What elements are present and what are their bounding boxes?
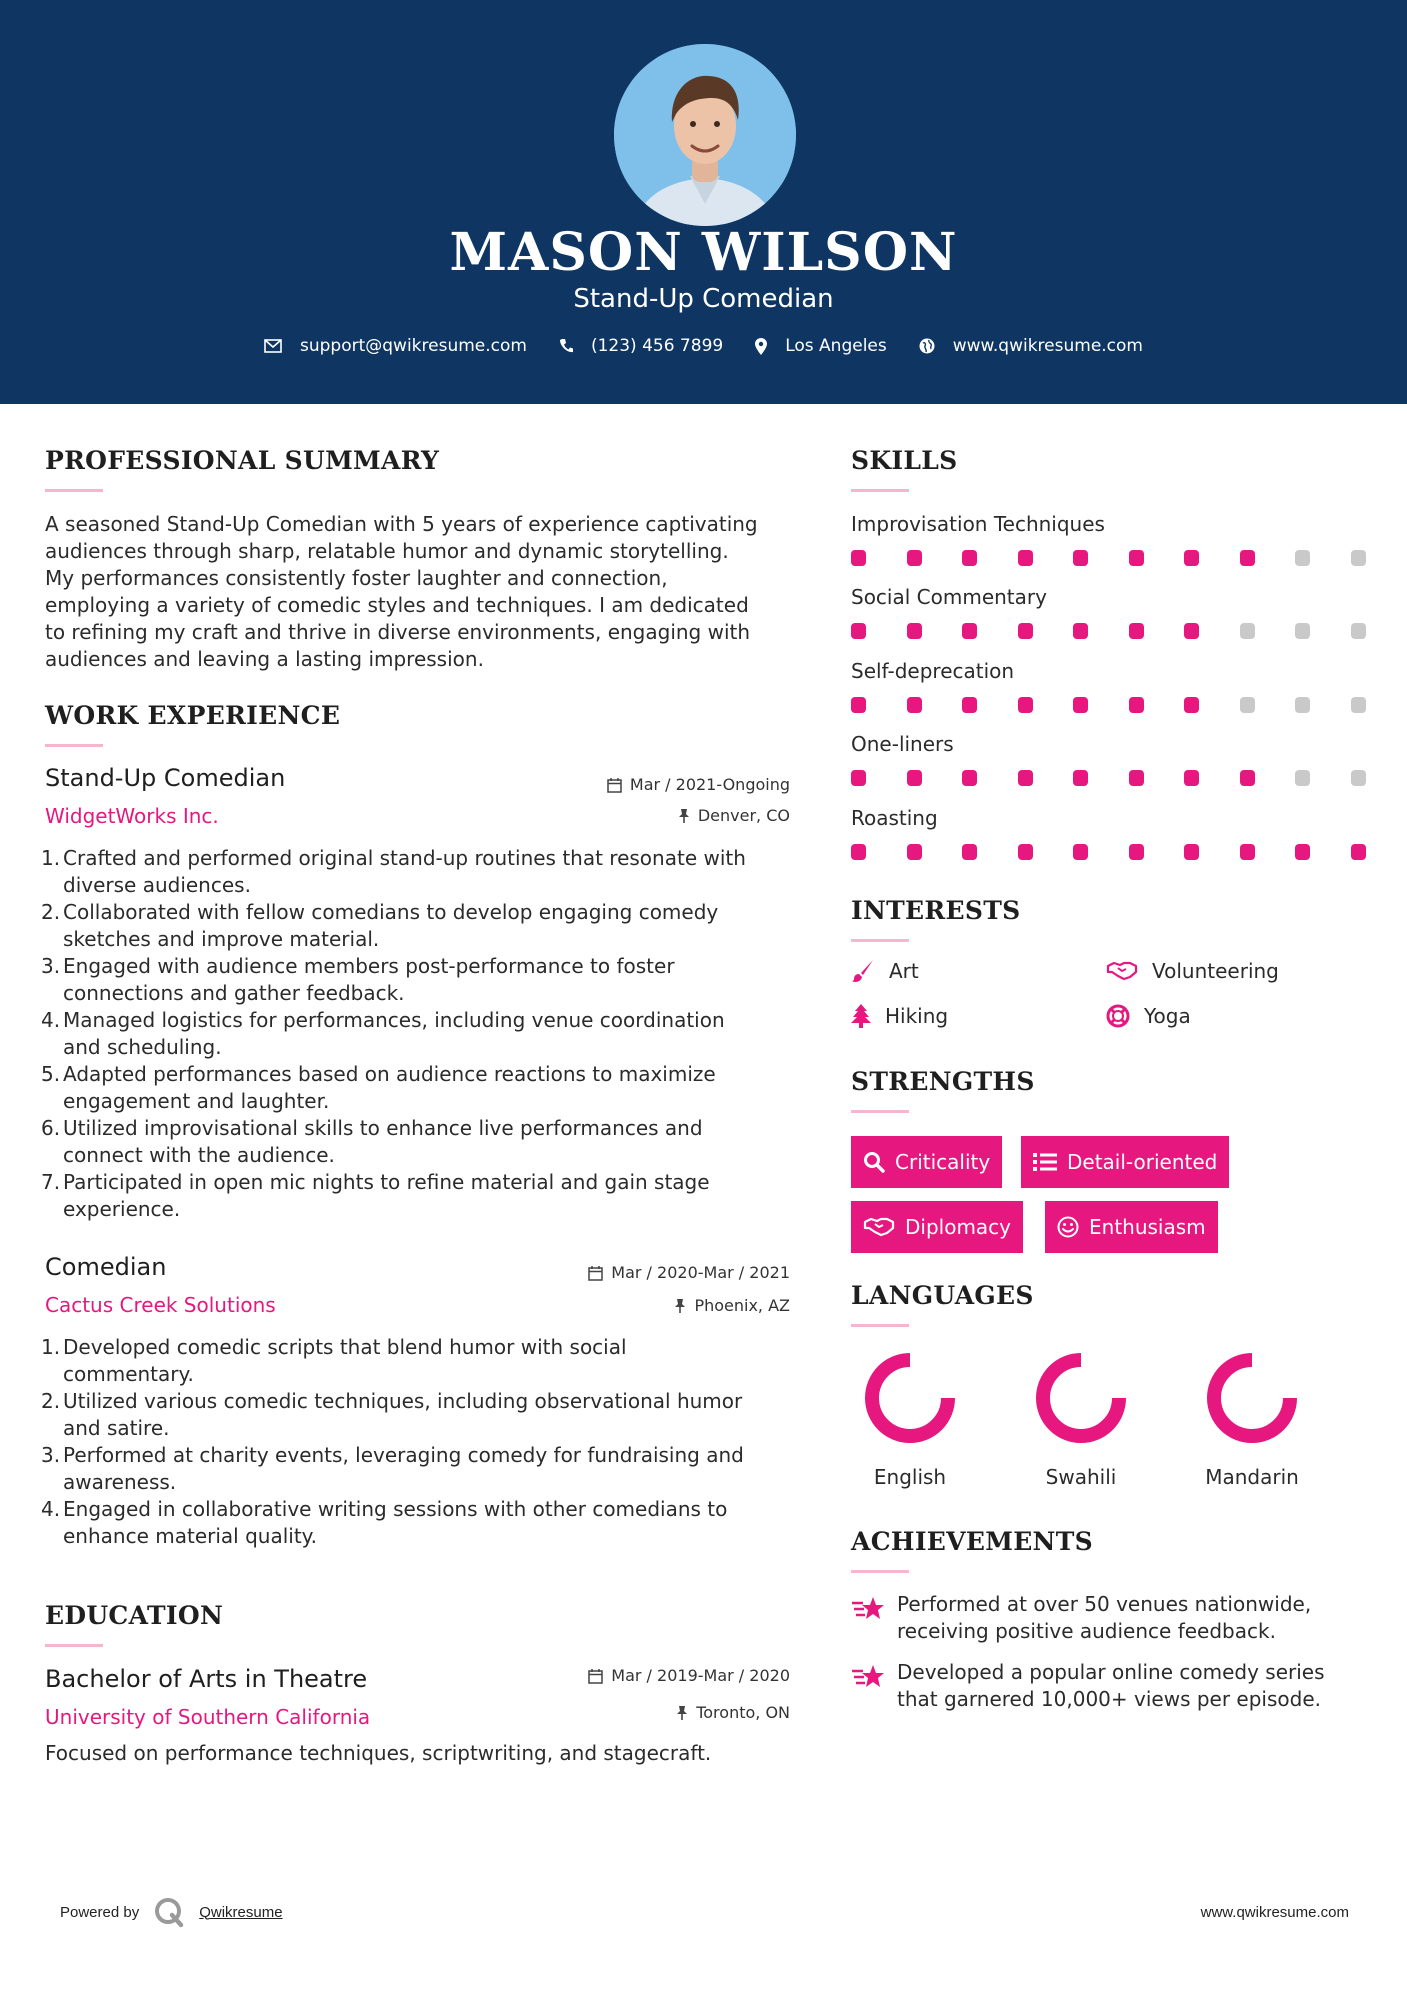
- interests-heading: INTERESTS: [851, 896, 1021, 925]
- lifering-icon: [1106, 1004, 1130, 1028]
- summary-rule: [45, 489, 103, 492]
- job-duties-list: [41, 845, 800, 1223]
- list-item: 1. Crafted and performed original stand-up routines that resonate with diverse audiences.: [41, 846, 746, 897]
- skill-dot-filled: [1295, 844, 1310, 860]
- skill-dot-empty: [1351, 770, 1366, 786]
- handshake-icon: [1106, 960, 1138, 982]
- degree-title: Bachelor of Arts in Theatre: [45, 1665, 368, 1693]
- skill-dot-filled: [1184, 623, 1199, 639]
- job-title: Comedian: [45, 1253, 167, 1281]
- achievements-heading: ACHIEVEMENTS: [851, 1527, 1093, 1556]
- skill-dot-filled: [1351, 844, 1366, 860]
- strength-label: Diplomacy: [905, 1215, 1012, 1239]
- pushpin-icon: [674, 1298, 686, 1314]
- strength-tag-detail-oriented: [1021, 1136, 1229, 1188]
- handshake-icon: [863, 1216, 895, 1238]
- footer-powered-by: [60, 1896, 283, 1928]
- achievements-rule: [851, 1570, 909, 1573]
- contact-website[interactable]: [919, 336, 1143, 356]
- skill-dot-filled: [1184, 770, 1199, 786]
- list-item: 5. Adapted performances based on audience reactions to maximize engagement and laughter.: [41, 1062, 716, 1113]
- education-description: Focused on performance techniques, scriptwriting, and stagecraft.: [45, 1741, 712, 1765]
- achievement-text: Performed at over 50 venues nationwide, receiving positive audience feedback.: [897, 1592, 1312, 1643]
- interest-item-yoga: [1106, 1004, 1191, 1028]
- job-location: [470, 806, 790, 825]
- interest-item-volunteering: [1106, 959, 1279, 983]
- skill-dot-empty: [1351, 550, 1366, 566]
- strengths-heading: STRENGTHS: [851, 1067, 1035, 1096]
- skill-dot-empty: [1295, 770, 1310, 786]
- shooting-star-icon: [851, 1663, 885, 1689]
- calendar-icon: [588, 1668, 603, 1684]
- education-heading: EDUCATION: [45, 1601, 224, 1630]
- interest-item-hiking: [851, 1004, 948, 1028]
- skill-dot-empty: [1351, 623, 1366, 639]
- footer-website[interactable]: www.qwikresume.com: [1200, 1904, 1349, 1921]
- skill-dot-filled: [907, 697, 922, 713]
- skill-dot-filled: [1184, 844, 1199, 860]
- candidate-role: Stand-Up Comedian: [573, 284, 834, 314]
- skill-rating: [851, 844, 1371, 860]
- skill-dot-filled: [1129, 623, 1144, 639]
- skill-dot-filled: [907, 550, 922, 566]
- skill-name: Self-deprecation: [851, 659, 1015, 683]
- skill-dot-filled: [907, 844, 922, 860]
- skill-dot-filled: [851, 623, 866, 639]
- list-item: 1. Developed comedic scripts that blend humor with social commentary.: [41, 1335, 627, 1386]
- pushpin-icon: [678, 808, 690, 824]
- brand-link[interactable]: Qwikresume: [199, 1903, 283, 1921]
- phone-text: (123) 456 7899: [590, 336, 724, 356]
- experience-rule: [45, 744, 103, 747]
- summary-heading: PROFESSIONAL SUMMARY: [45, 446, 440, 475]
- skill-rating: [851, 770, 1371, 786]
- language-proficiency-arc: [1214, 1360, 1290, 1436]
- interest-label: Hiking: [885, 1004, 949, 1028]
- skill-dot-filled: [1073, 550, 1088, 566]
- experience-heading: WORK EXPERIENCE: [45, 701, 341, 730]
- skill-dot-filled: [1018, 623, 1033, 639]
- skill-dot-empty: [1295, 623, 1310, 639]
- strength-label: Detail-oriented: [1067, 1150, 1218, 1174]
- skill-dot-filled: [1184, 697, 1199, 713]
- strength-tag-diplomacy: [851, 1201, 1023, 1253]
- skill-dot-filled: [1018, 770, 1033, 786]
- calendar-icon: [607, 777, 622, 793]
- contact-phone[interactable]: [559, 336, 723, 356]
- interest-label: Volunteering: [1152, 959, 1279, 983]
- skill-dot-filled: [1240, 550, 1255, 566]
- search-icon: [863, 1151, 885, 1173]
- skill-rating: [851, 550, 1371, 566]
- skill-rating: [851, 623, 1371, 639]
- envelope-icon: [264, 339, 282, 353]
- skill-dot-filled: [1073, 623, 1088, 639]
- candidate-name: MASON WILSON: [449, 222, 958, 283]
- strength-tag-enthusiasm: [1045, 1201, 1218, 1253]
- language-label: English: [873, 1465, 947, 1489]
- skill-dot-filled: [851, 697, 866, 713]
- summary-line: audiences and leaving a lasting impression.: [45, 647, 484, 671]
- skill-dot-filled: [1073, 697, 1088, 713]
- skills-heading: SKILLS: [851, 446, 958, 475]
- shooting-star-icon: [851, 1595, 885, 1621]
- globe-icon: [919, 338, 935, 354]
- skill-dot-filled: [1240, 770, 1255, 786]
- job-dates-text: Mar / 2020-Mar / 2021: [611, 1263, 790, 1282]
- contact-email[interactable]: [264, 336, 527, 356]
- job-dates: [470, 1263, 790, 1282]
- resume-header: [0, 0, 1407, 404]
- job-location-text: Denver, CO: [697, 806, 790, 825]
- smile-icon: [1057, 1216, 1079, 1238]
- skill-dot-filled: [962, 550, 977, 566]
- contact-bar: [0, 336, 1407, 356]
- job-duties-list: [41, 1334, 800, 1550]
- summary-line: A seasoned Stand-Up Comedian with 5 years of experience captivating: [45, 512, 758, 536]
- list-item: 3. Engaged with audience members post-performance to foster connections and gather feedback.: [41, 954, 675, 1005]
- strengths-rule: [851, 1110, 909, 1113]
- skill-name: Social Commentary: [851, 585, 1047, 609]
- website-text: www.qwikresume.com: [952, 336, 1143, 356]
- skill-dot-filled: [1240, 844, 1255, 860]
- summary-line: to refining my craft and thrive in diverse environments, engaging with: [45, 620, 751, 644]
- contact-location: [755, 336, 887, 356]
- skill-dot-empty: [1240, 623, 1255, 639]
- skill-dot-filled: [962, 844, 977, 860]
- interests-rule: [851, 939, 909, 942]
- skill-dot-empty: [1295, 697, 1310, 713]
- map-pin-icon: [755, 338, 767, 355]
- calendar-icon: [588, 1265, 603, 1281]
- skill-dot-filled: [907, 623, 922, 639]
- education-dates: [470, 1666, 790, 1685]
- language-proficiency-arc: [872, 1360, 948, 1436]
- profile-photo: [614, 44, 796, 226]
- list-item: 6. Utilized improvisational skills to enhance live performances and connect with the audience.: [41, 1116, 703, 1167]
- pushpin-icon: [676, 1705, 688, 1721]
- paintbrush-icon: [851, 959, 875, 983]
- language-proficiency-arc: [1043, 1360, 1119, 1436]
- achievement-item: [851, 1659, 1351, 1713]
- interest-item-art: [851, 959, 919, 983]
- skill-dot-empty: [1295, 550, 1310, 566]
- language-ring-swahili: [1021, 1348, 1141, 1448]
- language-label: Mandarin: [1205, 1465, 1299, 1489]
- summary-line: employing a variety of comedic styles and techniques. I am dedicated: [45, 593, 749, 617]
- languages-heading: LANGUAGES: [851, 1281, 1034, 1310]
- job-location-text: Phoenix, AZ: [694, 1296, 790, 1315]
- job-company: WidgetWorks Inc.: [45, 804, 219, 828]
- summary-text: [45, 511, 800, 673]
- skill-dot-filled: [1073, 844, 1088, 860]
- skills-rule: [851, 489, 909, 492]
- skill-dot-filled: [851, 550, 866, 566]
- skill-dot-filled: [1073, 770, 1088, 786]
- language-label: Swahili: [1045, 1465, 1117, 1489]
- skill-dot-filled: [962, 770, 977, 786]
- list-item: 3. Performed at charity events, leveraging comedy for fundraising and awareness.: [41, 1443, 744, 1494]
- skill-dot-filled: [1018, 844, 1033, 860]
- list-item: 4. Managed logistics for performances, including venue coordination and scheduling.: [41, 1008, 725, 1059]
- skill-dot-filled: [1129, 550, 1144, 566]
- location-text: Los Angeles: [785, 336, 887, 356]
- skill-dot-empty: [1351, 697, 1366, 713]
- phone-icon: [559, 338, 573, 354]
- strength-label: Enthusiasm: [1089, 1215, 1206, 1239]
- skill-dot-filled: [907, 770, 922, 786]
- qwikresume-logo-icon: [153, 1896, 185, 1928]
- education-location-text: Toronto, ON: [696, 1703, 790, 1722]
- school-name: University of Southern California: [45, 1705, 371, 1729]
- education-rule: [45, 1644, 103, 1647]
- skill-dot-filled: [1129, 844, 1144, 860]
- list-icon: [1033, 1152, 1057, 1172]
- summary-line: My performances consistently foster laughter and connection,: [45, 566, 668, 590]
- powered-by-text: Powered by: [60, 1903, 140, 1921]
- education-location: [470, 1703, 790, 1722]
- languages-rule: [851, 1324, 909, 1327]
- email-text: support@qwikresume.com: [300, 336, 527, 356]
- skill-dot-filled: [1129, 770, 1144, 786]
- education-dates-text: Mar / 2019-Mar / 2020: [611, 1666, 790, 1685]
- skill-dot-filled: [851, 770, 866, 786]
- list-item: 2. Collaborated with fellow comedians to develop engaging comedy sketches and improve material.: [41, 900, 719, 951]
- skill-dot-filled: [1018, 550, 1033, 566]
- skill-dot-filled: [962, 697, 977, 713]
- summary-line: audiences through sharp, relatable humor and dynamic storytelling.: [45, 539, 729, 563]
- job-title: Stand-Up Comedian: [45, 764, 286, 792]
- skill-dot-filled: [962, 623, 977, 639]
- skill-rating: [851, 697, 1371, 713]
- interest-label: Yoga: [1144, 1004, 1191, 1028]
- skill-dot-filled: [1184, 550, 1199, 566]
- skill-dot-filled: [1018, 697, 1033, 713]
- job-company: Cactus Creek Solutions: [45, 1293, 276, 1317]
- list-item: 7. Participated in open mic nights to refine material and gain stage experience.: [41, 1170, 710, 1221]
- skill-name: One-liners: [851, 732, 954, 756]
- language-ring-mandarin: [1192, 1348, 1312, 1448]
- list-item: 4. Engaged in collaborative writing sessions with other comedians to enhance material quality.: [41, 1497, 728, 1548]
- job-location: [470, 1296, 790, 1315]
- skill-dot-empty: [1240, 697, 1255, 713]
- list-item: 2. Utilized various comedic techniques, including observational humor and satire.: [41, 1389, 743, 1440]
- interest-label: Art: [889, 959, 919, 983]
- language-ring-english: [850, 1348, 970, 1448]
- achievement-item: [851, 1591, 1351, 1645]
- job-dates: [470, 775, 790, 794]
- tree-icon: [851, 1004, 871, 1028]
- strength-label: Criticality: [895, 1150, 991, 1174]
- skill-dot-filled: [1129, 697, 1144, 713]
- strength-tag-criticality: [851, 1136, 1002, 1188]
- achievement-text: Developed a popular online comedy series that garnered 10,000+ views per episode.: [897, 1660, 1325, 1711]
- skill-dot-filled: [851, 844, 866, 860]
- skill-name: Roasting: [851, 806, 938, 830]
- job-dates-text: Mar / 2021-Ongoing: [629, 775, 790, 794]
- skill-name: Improvisation Techniques: [851, 512, 1105, 536]
